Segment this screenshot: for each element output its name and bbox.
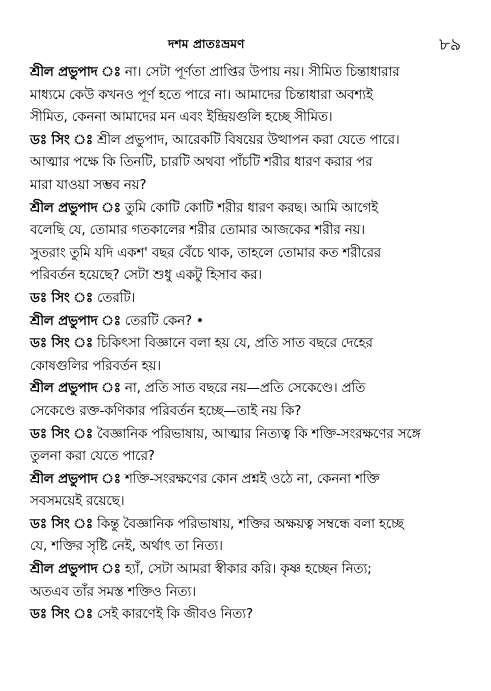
dialogue-entry xyxy=(30,514,470,559)
text-line: অতএব তাঁর সমস্ত শক্তিও নিত্য। xyxy=(30,584,196,600)
dialogue-entry xyxy=(30,198,470,288)
text-line: সেকেণ্ডে রক্ত-কণিকার পরিবর্তন হচ্ছে—তাই নয় কি? xyxy=(30,403,302,419)
page-number: ৮৯ xyxy=(438,35,461,55)
speaker-label: শ্রীল প্রভুপাদ ঃ xyxy=(30,562,121,578)
speaker-label: ডঃ সিং ঃ xyxy=(30,516,93,532)
dialogue-entry xyxy=(30,604,470,627)
speaker-label: শ্রীল প্রভুপাদ ঃ xyxy=(30,200,121,216)
speech-text: কিন্তু বৈজ্ঞানিক পরিভাষায়, শক্তির অক্ষয়ত্ব সম্বন্ধে বলা হচ্ছে xyxy=(92,516,404,532)
text-line: মাধ্যমে কেউ কখনও পূর্ণ হতে পারে না। আমাদের চিন্তাধারা অবশ্যই xyxy=(30,87,373,103)
dialogue-entry xyxy=(30,62,470,130)
dialogue-entry xyxy=(30,469,470,514)
text-line: মারা যাওয়া সম্ভব নয়? xyxy=(30,177,147,193)
speaker-label: শ্রীল প্রভুপাদ ঃ xyxy=(30,471,121,487)
speaker-label: শ্রীল প্রভুপাদ ঃ xyxy=(30,381,121,397)
text-line: পরিবর্তন হয়েছে? সেটা শুধু একটু হিসাব কর। xyxy=(30,268,262,284)
speech-text: সেই কারণেই কি জীবও নিত্য? xyxy=(92,607,253,623)
dialogue-entry xyxy=(30,559,470,604)
speaker-label: ডঃ সিং ঃ xyxy=(30,426,93,442)
speaker-label: ডঃ সিং ঃ xyxy=(30,290,93,306)
speech-text: বৈজ্ঞানিক পরিভাষায়, আত্মার নিত্যত্ব কি শক্তি-সংরক্ষণের সঙ্গে xyxy=(92,426,421,442)
speech-text: তেরটি কেন? • xyxy=(120,313,204,329)
speaker-label: ডঃ সিং ঃ xyxy=(30,607,93,623)
text-line xyxy=(30,311,470,334)
speech-text: তুমি কোটি কোটি শরীর ধারণ করছ। আমি আগেই xyxy=(120,200,378,216)
speech-text: শক্তি-সংরক্ষণের কোন প্রশ্নই ওঠে না, কেননা শক্তি xyxy=(120,471,380,487)
text-line: সবসময়েই রয়েছে। xyxy=(30,494,125,510)
text-line: বলেছি যে, তোমার গতকালের শরীর তোমার আজকের শরীর নয়। xyxy=(30,223,365,239)
speech-text: না, প্রতি সাত বছরে নয়—প্রতি সেকেণ্ডে। প্রতি xyxy=(120,381,366,397)
text-line xyxy=(30,333,470,356)
text-line: আত্মার পক্ষে কি তিনটি, চারটি অথবা পাঁচটি শরীর ধারণ করার পর xyxy=(30,155,373,171)
running-head: দশম প্রাতঃভ্রমণ xyxy=(168,37,245,51)
text-line xyxy=(30,198,470,221)
text-line: তুলনা করা যেতে পারে? xyxy=(30,449,155,465)
dialogue-body xyxy=(30,62,470,627)
dialogue-entry xyxy=(30,288,470,311)
speech-text: তেরটি। xyxy=(92,290,136,306)
text-line xyxy=(30,424,470,447)
dialogue-entry xyxy=(30,130,470,198)
text-line xyxy=(30,62,470,85)
speech-text: চিকিৎসা বিজ্ঞানে বলা হয় যে, প্রতি সাত বছরে দেহের xyxy=(92,336,373,352)
speaker-label: ডঃ সিং ঃ xyxy=(30,132,93,148)
speaker-label: ডঃ সিং ঃ xyxy=(30,336,93,352)
text-line: যে, শক্তির সৃষ্টি নেই, অর্থাৎ তা নিত্য। xyxy=(30,539,223,555)
speaker-label: শ্রীল প্রভুপাদ ঃ xyxy=(30,65,121,80)
text-line xyxy=(30,514,470,537)
text-line xyxy=(30,469,470,492)
dialogue-entry xyxy=(30,378,470,423)
text-line: কোষগুলির পরিবর্তন হয়। xyxy=(30,358,161,374)
dialogue-entry xyxy=(30,311,470,334)
text-line xyxy=(30,378,470,401)
text-line: সুতরাং তুমি যদি একশ' বছর বেঁচে থাক, তাহলে তোমার কত শরীরের xyxy=(30,245,381,261)
dialogue-entry xyxy=(30,333,470,378)
text-line: সীমিত, কেননা আমাদের মন এবং ইন্দ্রিয়গুলি হচ্ছে সীমিত। xyxy=(30,110,333,126)
text-line xyxy=(30,130,470,153)
text-line xyxy=(30,559,470,582)
text-line xyxy=(30,604,470,627)
text-line xyxy=(30,288,470,311)
speech-text: হ্যাঁ, সেটা আমরা স্বীকার করি। কৃষ্ণ হচ্ছেন নিত্য; xyxy=(120,562,372,578)
page-header xyxy=(0,32,491,56)
speaker-label: শ্রীল প্রভুপাদ ঃ xyxy=(30,313,121,329)
speech-text: না। সেটা পূর্ণতা প্রাপ্তির উপায় নয়। সীমিত চিন্তাধারার xyxy=(120,65,400,80)
dialogue-entry xyxy=(30,424,470,469)
speech-text: শ্রীল প্রভুপাদ, আরেকটি বিষয়ের উত্থাপন করা যেতে পারে। xyxy=(92,132,400,148)
